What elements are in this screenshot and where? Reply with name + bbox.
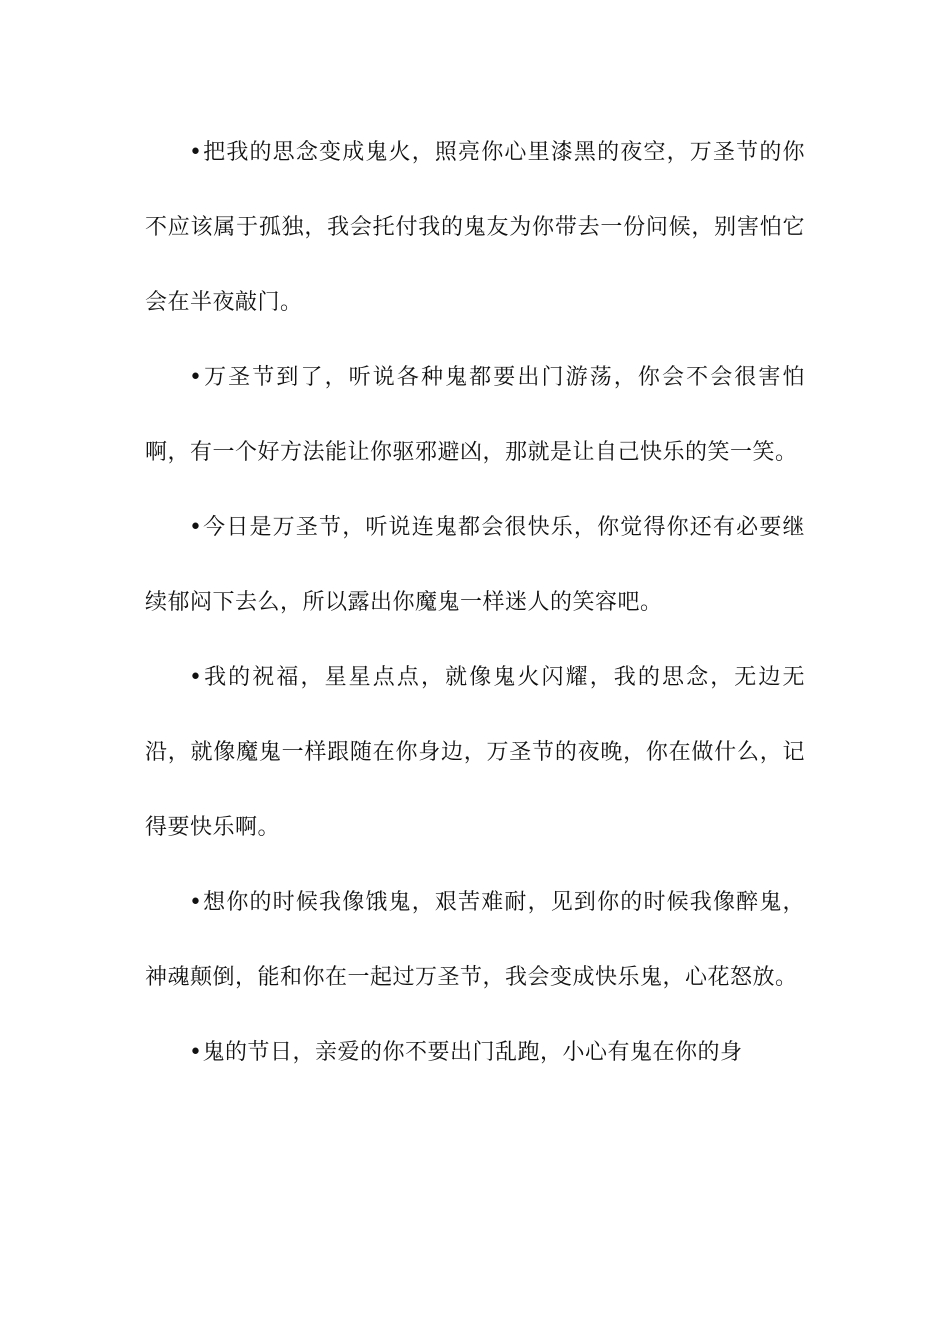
document-body bbox=[145, 115, 805, 1090]
paragraph-1: •把我的思念变成鬼火，照亮你心里漆黑的夜空，万圣节的你不应该属于孤独，我会托付我的鬼友为你带去一份问候，别害怕它会在半夜敲门。 bbox=[145, 140, 805, 315]
paragraph-3: •今日是万圣节，听说连鬼都会很快乐，你觉得你还有必要继续郁闷下去么，所以露出你魔鬼一样迷人的笑容吧。 bbox=[145, 515, 805, 615]
paragraph-5: •想你的时候我像饿鬼，艰苦难耐，见到你的时候我像醉鬼，神魂颠倒，能和你在一起过万圣节，我会变成快乐鬼，心花怒放。 bbox=[145, 890, 805, 990]
paragraph-2: •万圣节到了，听说各种鬼都要出门游荡，你会不会很害怕啊，有一个好方法能让你驱邪避凶，那就是让自己快乐的笑一笑。 bbox=[145, 365, 805, 465]
paragraph-6: •鬼的节日，亲爱的你不要出门乱跑，小心有鬼在你的身 bbox=[189, 1040, 743, 1065]
paragraph-4: •我的祝福，星星点点，就像鬼火闪耀，我的思念，无边无沿，就像魔鬼一样跟随在你身边，万圣节的夜晚，你在做什么，记得要快乐啊。 bbox=[145, 665, 805, 840]
